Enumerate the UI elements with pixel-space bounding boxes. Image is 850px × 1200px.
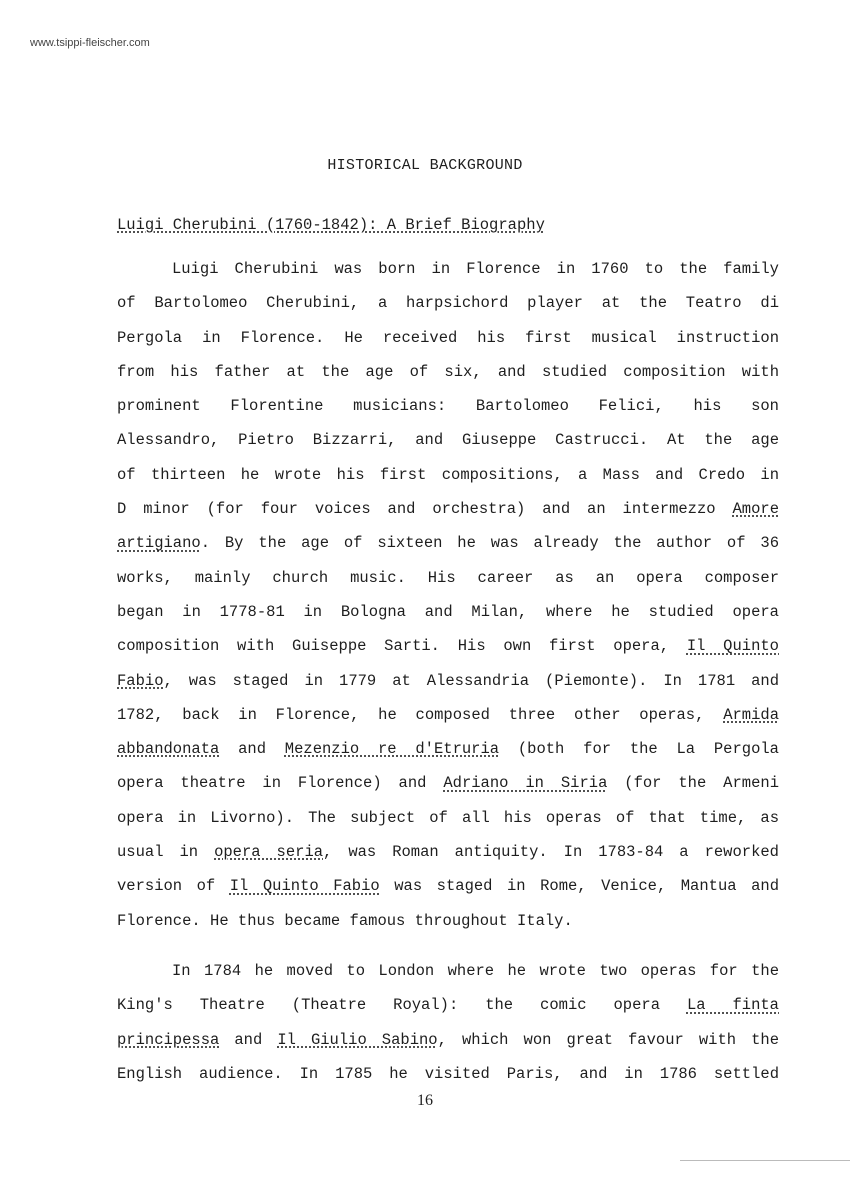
text-line xyxy=(117,428,779,462)
underlined-title: opera seria xyxy=(214,843,324,862)
text-segment: , was Roman antiquity. In 1783-84 a reworked xyxy=(323,843,779,862)
text-segment: , was staged in 1779 at Alessandria (Piemonte). In 1781 and xyxy=(163,671,779,690)
text-line xyxy=(117,1028,779,1062)
text-line xyxy=(117,806,779,840)
text-line xyxy=(117,600,779,634)
underlined-title: Armida xyxy=(723,705,779,724)
text-segment: Florence. He thus became famous throughout Italy. xyxy=(117,911,573,930)
text-segment: English audience. In 1785 he visited Paris, and in 1786 settled xyxy=(117,1064,779,1083)
text-segment: opera in Livorno). The subject of all his operas of that time, as xyxy=(117,808,779,827)
text-segment: opera theatre in Florence) and xyxy=(117,774,444,793)
text-segment: and xyxy=(219,1030,278,1049)
text-line xyxy=(117,360,779,394)
text-line xyxy=(117,634,779,668)
section-heading xyxy=(117,216,545,234)
text-line xyxy=(117,840,779,874)
underlined-title: Adriano in Siria xyxy=(443,774,608,793)
text-line xyxy=(117,566,779,600)
text-line xyxy=(117,291,779,325)
page-number: 16 xyxy=(417,1092,433,1109)
text-segment: , which won great favour with the xyxy=(437,1030,779,1049)
underlined-title: La finta xyxy=(686,996,779,1015)
underlined-title: Il Quinto xyxy=(686,637,779,656)
text-segment: of thirteen he wrote his first compositions, a Mass and Credo in xyxy=(117,465,779,484)
text-segment: King's Theatre (Theatre Royal): the comic opera xyxy=(117,996,687,1015)
text-segment: from his father at the age of six, and studied composition with xyxy=(117,362,779,381)
text-segment: was staged in Rome, Venice, Mantua and xyxy=(379,877,779,896)
text-line xyxy=(117,497,779,531)
paragraph-1 xyxy=(117,257,779,943)
text-line xyxy=(117,959,779,993)
text-line xyxy=(117,874,779,908)
source-url: www.tsippi-fleischer.com xyxy=(30,37,150,49)
text-segment: D minor (for four voices and orchestra) and an intermezzo xyxy=(117,500,733,519)
text-segment: Pergola in Florence. He received his first musical instruction xyxy=(117,328,779,347)
section-heading-text: Luigi Cherubini (1760-1842): A Brief Biography xyxy=(117,216,545,234)
text-segment: prominent Florentine musicians: Bartolomeo Felici, his son xyxy=(117,397,779,416)
page-title: HISTORICAL BACKGROUND xyxy=(327,157,523,174)
text-segment: 1782, back in Florence, he composed three other operas, xyxy=(117,705,724,724)
text-line xyxy=(117,463,779,497)
text-segment: In 1784 he moved to London where he wrote two operas for the xyxy=(172,962,779,980)
text-segment: and xyxy=(219,740,285,759)
underlined-title: artigiano xyxy=(117,534,201,553)
text-segment: of Bartolomeo Cherubini, a harpsichord player at the Teatro di xyxy=(117,294,779,313)
text-segment: Alessandro, Pietro Bizzarri, and Giuseppe Castrucci. At the age xyxy=(117,431,779,450)
text-segment: . By the age of sixteen he was already the author of 36 xyxy=(200,534,779,553)
underlined-title: abbandonata xyxy=(117,740,220,759)
text-line xyxy=(117,531,779,565)
underlined-title: Mezenzio re d'Etruria xyxy=(284,740,500,759)
text-segment: works, mainly church music. His career as an opera composer xyxy=(117,568,779,587)
text-line xyxy=(117,909,779,943)
paragraph-2 xyxy=(117,959,779,1096)
text-line xyxy=(117,326,779,360)
text-segment: usual in xyxy=(117,843,215,862)
text-line xyxy=(117,771,779,805)
text-segment: began in 1778-81 in Bologna and Milan, where he studied opera xyxy=(117,602,779,621)
text-segment: version of xyxy=(117,877,230,896)
text-line xyxy=(117,394,779,428)
text-segment: composition with Guiseppe Sarti. His own first opera, xyxy=(117,637,687,656)
underlined-title: Fabio xyxy=(117,671,164,690)
underlined-title: Amore xyxy=(732,500,779,519)
text-line xyxy=(117,669,779,703)
underlined-title: Il Giulio Sabino xyxy=(277,1030,438,1049)
underlined-title: Il Quinto Fabio xyxy=(229,877,380,896)
text-line xyxy=(117,257,779,291)
scan-edge-line xyxy=(680,1160,850,1161)
text-line xyxy=(117,703,779,737)
underlined-title: principessa xyxy=(117,1030,220,1049)
text-line xyxy=(117,993,779,1027)
text-segment: (for the Armeni xyxy=(607,774,779,793)
text-line xyxy=(117,737,779,771)
text-segment: (both for the La Pergola xyxy=(499,740,779,759)
text-segment: Luigi Cherubini was born in Florence in 1760 to the family xyxy=(172,260,779,278)
